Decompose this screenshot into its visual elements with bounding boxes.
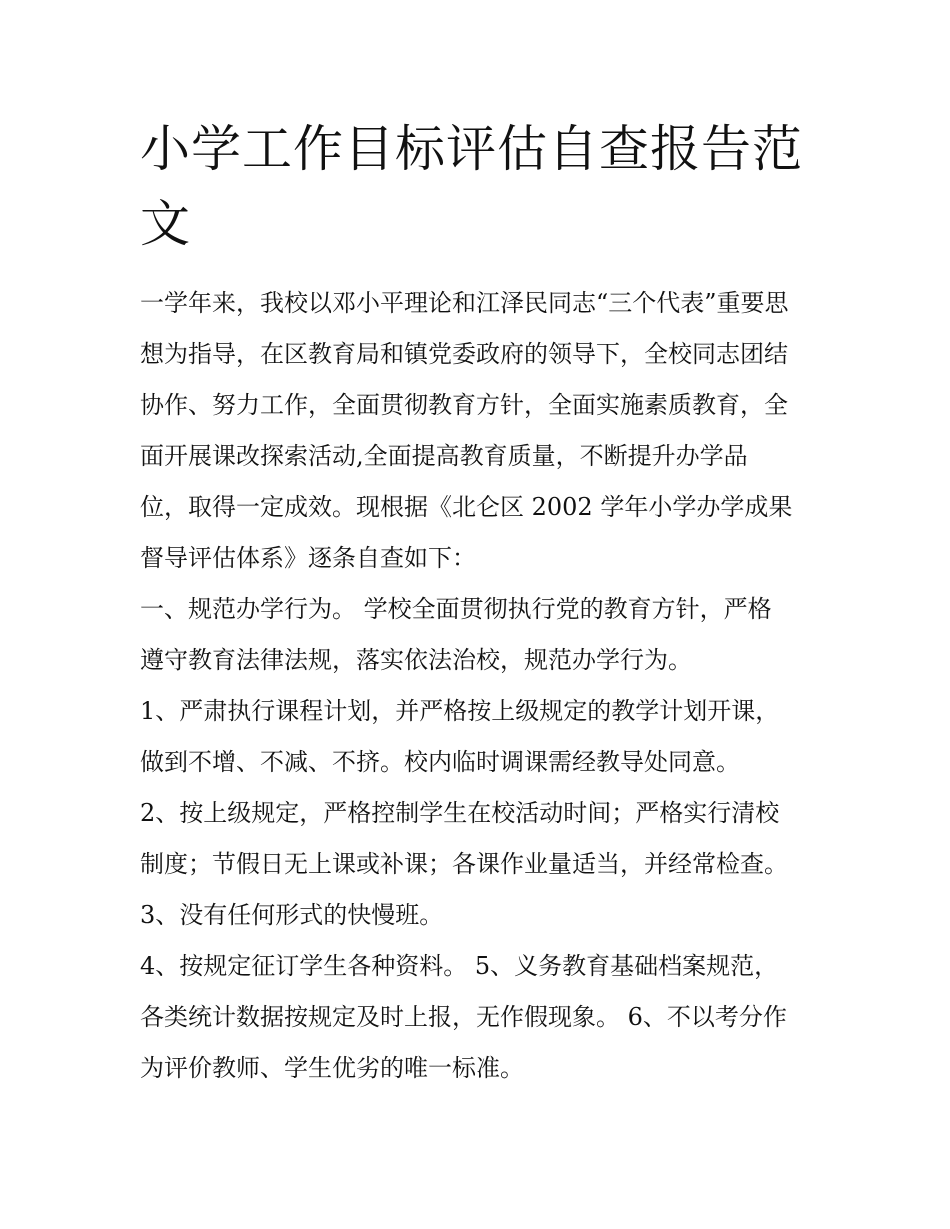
- body-line: 遵守教育法律法规，落实依法治校，规范办学行为。: [140, 646, 692, 674]
- body-line: 3、没有任何形式的快慢班。: [140, 901, 444, 929]
- body-line: 面开展课改探索活动,全面提高教育质量，不断提升办学品: [140, 442, 748, 470]
- body-line: 2、按上级规定，严格控制学生在校活动时间；严格实行清校: [140, 799, 780, 827]
- title-line: 小学工作目标评估自查报告范: [140, 120, 803, 178]
- document-title: [140, 112, 820, 262]
- title-line: 文: [140, 195, 191, 253]
- body-line: 做到不增、不减、不挤。校内临时调课需经教导处同意。: [140, 748, 740, 776]
- body-line: 一学年来，我校以邓小平理论和江泽民同志“三个代表”重要思: [140, 289, 789, 317]
- body-line: 督导评估体系》逐条自查如下：: [140, 544, 476, 572]
- body-line: 想为指导，在区教育局和镇党委政府的领导下，全校同志团结: [140, 340, 788, 368]
- body-line: 各类统计数据按规定及时上报，无作假现象。 6、不以考分作: [140, 1003, 787, 1031]
- body-line: 一、规范办学行为。 学校全面贯彻执行党的教育方针，严格: [140, 595, 772, 623]
- body-line: 1、严肃执行课程计划，并严格按上级规定的教学计划开课，: [140, 697, 780, 725]
- document-body: [140, 278, 820, 1094]
- body-line: 位，取得一定成效。现根据《北仑区 2002 学年小学办学成果: [140, 493, 793, 521]
- body-line: 协作、努力工作，全面贯彻教育方针，全面实施素质教育，全: [140, 391, 788, 419]
- body-line: 4、按规定征订学生各种资料。 5、义务教育基础档案规范，: [140, 952, 779, 980]
- body-line: 制度；节假日无上课或补课；各课作业量适当，并经常检查。: [140, 850, 788, 878]
- body-line: 为评价教师、学生优劣的唯一标准。: [140, 1054, 524, 1082]
